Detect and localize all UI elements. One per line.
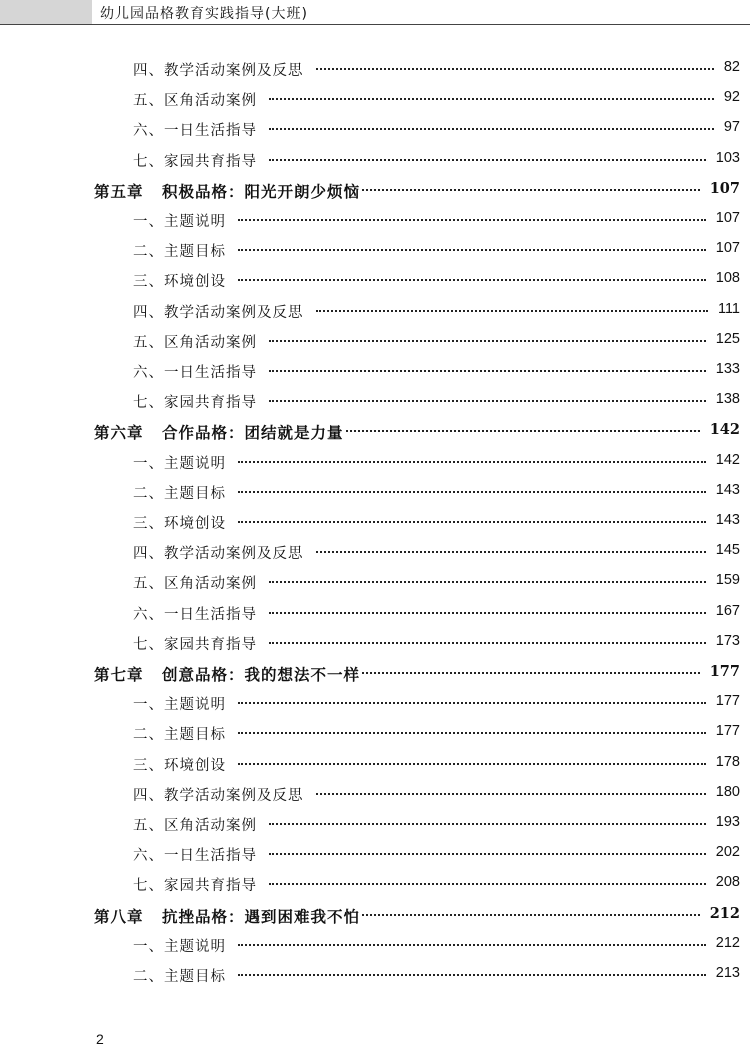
toc-section-row[interactable]	[0, 871, 750, 897]
header-shade	[0, 0, 92, 24]
toc-section-row[interactable]	[0, 86, 750, 112]
toc-leader-dots	[269, 581, 706, 583]
toc-section-row[interactable]	[0, 539, 750, 565]
toc-section-label: 一、主题说明	[133, 938, 226, 955]
toc-leader-dots	[269, 128, 714, 130]
toc-leader-dots	[269, 159, 706, 161]
toc-leader-dots	[362, 672, 700, 674]
toc-page-number: 107	[715, 210, 740, 226]
toc-leader-dots	[238, 974, 706, 976]
toc-leader-dots	[238, 702, 706, 704]
toc-page-number: 145	[715, 542, 740, 559]
toc-chapter-row[interactable]	[0, 902, 750, 928]
toc-section-row[interactable]	[0, 509, 750, 535]
toc-section-row[interactable]	[0, 811, 750, 837]
toc-chapter-number: 第六章	[94, 423, 144, 443]
toc-section-label: 五、区角活动案例	[133, 93, 257, 110]
toc-leader-dots	[269, 853, 706, 855]
toc-chapter-label: 积极品格：阳光开朗少烦恼	[162, 181, 361, 201]
toc-chapter-number: 第八章	[94, 906, 144, 926]
running-header-title: 幼儿园品格教育实践指导(大班)	[100, 6, 308, 22]
toc-leader-dots	[238, 219, 706, 221]
toc-page-number: 213	[715, 965, 740, 981]
toc-page-number: 208	[715, 874, 740, 891]
toc-section-row[interactable]	[0, 841, 750, 867]
toc-leader-dots	[269, 98, 714, 100]
toc-page-number: 92	[723, 89, 740, 106]
toc-section-label: 四、教学活动案例及反思	[133, 304, 304, 321]
toc-page-number: 82	[723, 59, 740, 75]
toc-page-number: 167	[715, 602, 740, 619]
toc-section-label: 一、主题说明	[133, 697, 226, 714]
toc-section-label: 二、主题目标	[133, 485, 226, 502]
toc-leader-dots	[269, 883, 706, 885]
toc-page-number: 177	[715, 723, 740, 740]
toc-section-label: 一、主题说明	[133, 455, 226, 472]
toc-page-number: 159	[715, 572, 740, 589]
toc-page-number: 107	[715, 240, 740, 257]
toc-chapter-title	[94, 663, 360, 685]
toc-section-row[interactable]	[0, 600, 750, 626]
toc-leader-dots	[238, 249, 706, 251]
toc-section-row[interactable]	[0, 781, 750, 807]
toc-page-number: 125	[715, 330, 740, 347]
toc-page-number: 177	[709, 663, 740, 680]
toc-section-label: 七、家园共育指导	[133, 395, 257, 412]
toc-section-label: 七、家园共育指导	[133, 636, 257, 653]
toc-section-label: 三、环境创设	[133, 757, 226, 774]
toc-page-number: 177	[715, 693, 740, 710]
toc-section-label: 五、区角活动案例	[133, 334, 257, 351]
toc-section-row[interactable]	[0, 388, 750, 414]
toc-leader-dots	[238, 732, 706, 734]
toc-section-row[interactable]	[0, 328, 750, 354]
toc-page-number: 97	[723, 119, 740, 136]
toc-page-number: 142	[715, 451, 740, 468]
toc-section-label: 二、主题目标	[133, 244, 226, 261]
toc-chapter-row[interactable]	[0, 418, 750, 444]
toc-section-label: 二、主题目标	[133, 727, 226, 744]
toc-section-row[interactable]	[0, 358, 750, 384]
toc-section-label: 四、教学活动案例及反思	[133, 546, 304, 563]
toc-section-row[interactable]	[0, 116, 750, 142]
toc-section-row[interactable]	[0, 237, 750, 263]
toc-chapter-label: 合作品格：团结就是力量	[162, 423, 344, 443]
toc-section-row[interactable]	[0, 630, 750, 656]
toc-section-label: 六、一日生活指导	[133, 365, 257, 381]
toc-page-number: 212	[715, 934, 740, 951]
toc-section-label: 五、区角活动案例	[133, 818, 257, 834]
toc-leader-dots	[238, 491, 706, 493]
toc-page-number: 142	[709, 421, 740, 439]
toc-section-row[interactable]	[0, 690, 750, 716]
page-number: 2	[96, 1031, 104, 1047]
toc-section-row[interactable]	[0, 207, 750, 233]
toc-chapter-title	[94, 180, 360, 202]
toc-leader-dots	[269, 370, 706, 372]
toc-section-label: 三、环境创设	[133, 516, 226, 532]
toc-leader-dots	[362, 914, 700, 916]
toc-leader-dots	[269, 612, 706, 614]
toc-page-number: 173	[715, 632, 740, 649]
header-rule	[0, 24, 750, 25]
toc-section-label: 二、主题目标	[133, 969, 226, 985]
toc-page-number: 108	[715, 270, 740, 287]
toc-section-row[interactable]	[0, 298, 750, 324]
toc-section-row[interactable]	[0, 147, 750, 173]
toc-section-row[interactable]	[0, 932, 750, 958]
toc-section-row[interactable]	[0, 479, 750, 505]
toc-page-number: 180	[715, 783, 740, 800]
toc-leader-dots	[316, 551, 706, 553]
toc-page-number: 193	[715, 814, 740, 830]
toc-leader-dots	[316, 310, 708, 312]
toc-section-row[interactable]	[0, 56, 750, 82]
toc-page-number: 133	[715, 361, 740, 377]
toc-chapter-label: 抗挫品格：遇到困难我不怕	[162, 906, 361, 926]
toc-leader-dots	[238, 763, 706, 765]
toc-chapter-title	[94, 905, 360, 927]
toc-section-label: 一、主题说明	[133, 214, 226, 230]
toc-page-number: 202	[715, 844, 740, 861]
toc-section-row[interactable]	[0, 449, 750, 475]
toc-leader-dots	[269, 642, 706, 644]
toc-section-label: 四、教学活动案例及反思	[133, 63, 304, 79]
toc-chapter-number: 第七章	[94, 665, 144, 684]
toc-section-label: 三、环境创设	[133, 274, 226, 291]
toc-page-number: 143	[715, 512, 740, 528]
toc-leader-dots	[316, 793, 706, 795]
toc-leader-dots	[316, 68, 714, 70]
toc-section-row[interactable]	[0, 962, 750, 988]
toc-page-number: 178	[715, 753, 740, 770]
toc-section-label: 七、家园共育指导	[133, 153, 257, 170]
toc-leader-dots	[362, 189, 700, 191]
toc-page-number: 212	[709, 904, 740, 922]
toc-leader-dots	[269, 340, 706, 342]
toc-section-label: 六、一日生活指导	[133, 848, 257, 865]
toc-page-number: 138	[715, 391, 740, 408]
toc-chapter-row[interactable]	[0, 660, 750, 686]
toc-leader-dots	[346, 430, 700, 432]
toc-section-label: 四、教学活动案例及反思	[133, 787, 304, 804]
toc-page-number: 107	[709, 179, 740, 197]
toc-section-row[interactable]	[0, 751, 750, 777]
toc-section-label: 七、家园共育指导	[133, 878, 257, 895]
toc-leader-dots	[238, 944, 706, 946]
toc-chapter-title	[94, 421, 344, 443]
toc-leader-dots	[238, 461, 706, 463]
toc-page-number: 111	[717, 300, 740, 317]
toc-section-row[interactable]	[0, 720, 750, 746]
toc-section-label: 六、一日生活指导	[133, 606, 257, 623]
toc-leader-dots	[238, 279, 706, 281]
toc-leader-dots	[269, 400, 706, 402]
toc-chapter-row[interactable]	[0, 177, 750, 203]
toc-section-label: 六、一日生活指导	[133, 123, 257, 140]
toc-chapter-label: 创意品格：我的想法不一样	[162, 665, 361, 684]
toc-chapter-number: 第五章	[94, 181, 144, 201]
toc-page-number: 103	[715, 149, 740, 166]
toc-section-row[interactable]	[0, 569, 750, 595]
toc-leader-dots	[269, 823, 706, 825]
toc-section-row[interactable]	[0, 267, 750, 293]
toc-leader-dots	[238, 521, 706, 523]
toc-page-number: 143	[715, 481, 740, 498]
toc-section-label: 五、区角活动案例	[133, 576, 257, 593]
